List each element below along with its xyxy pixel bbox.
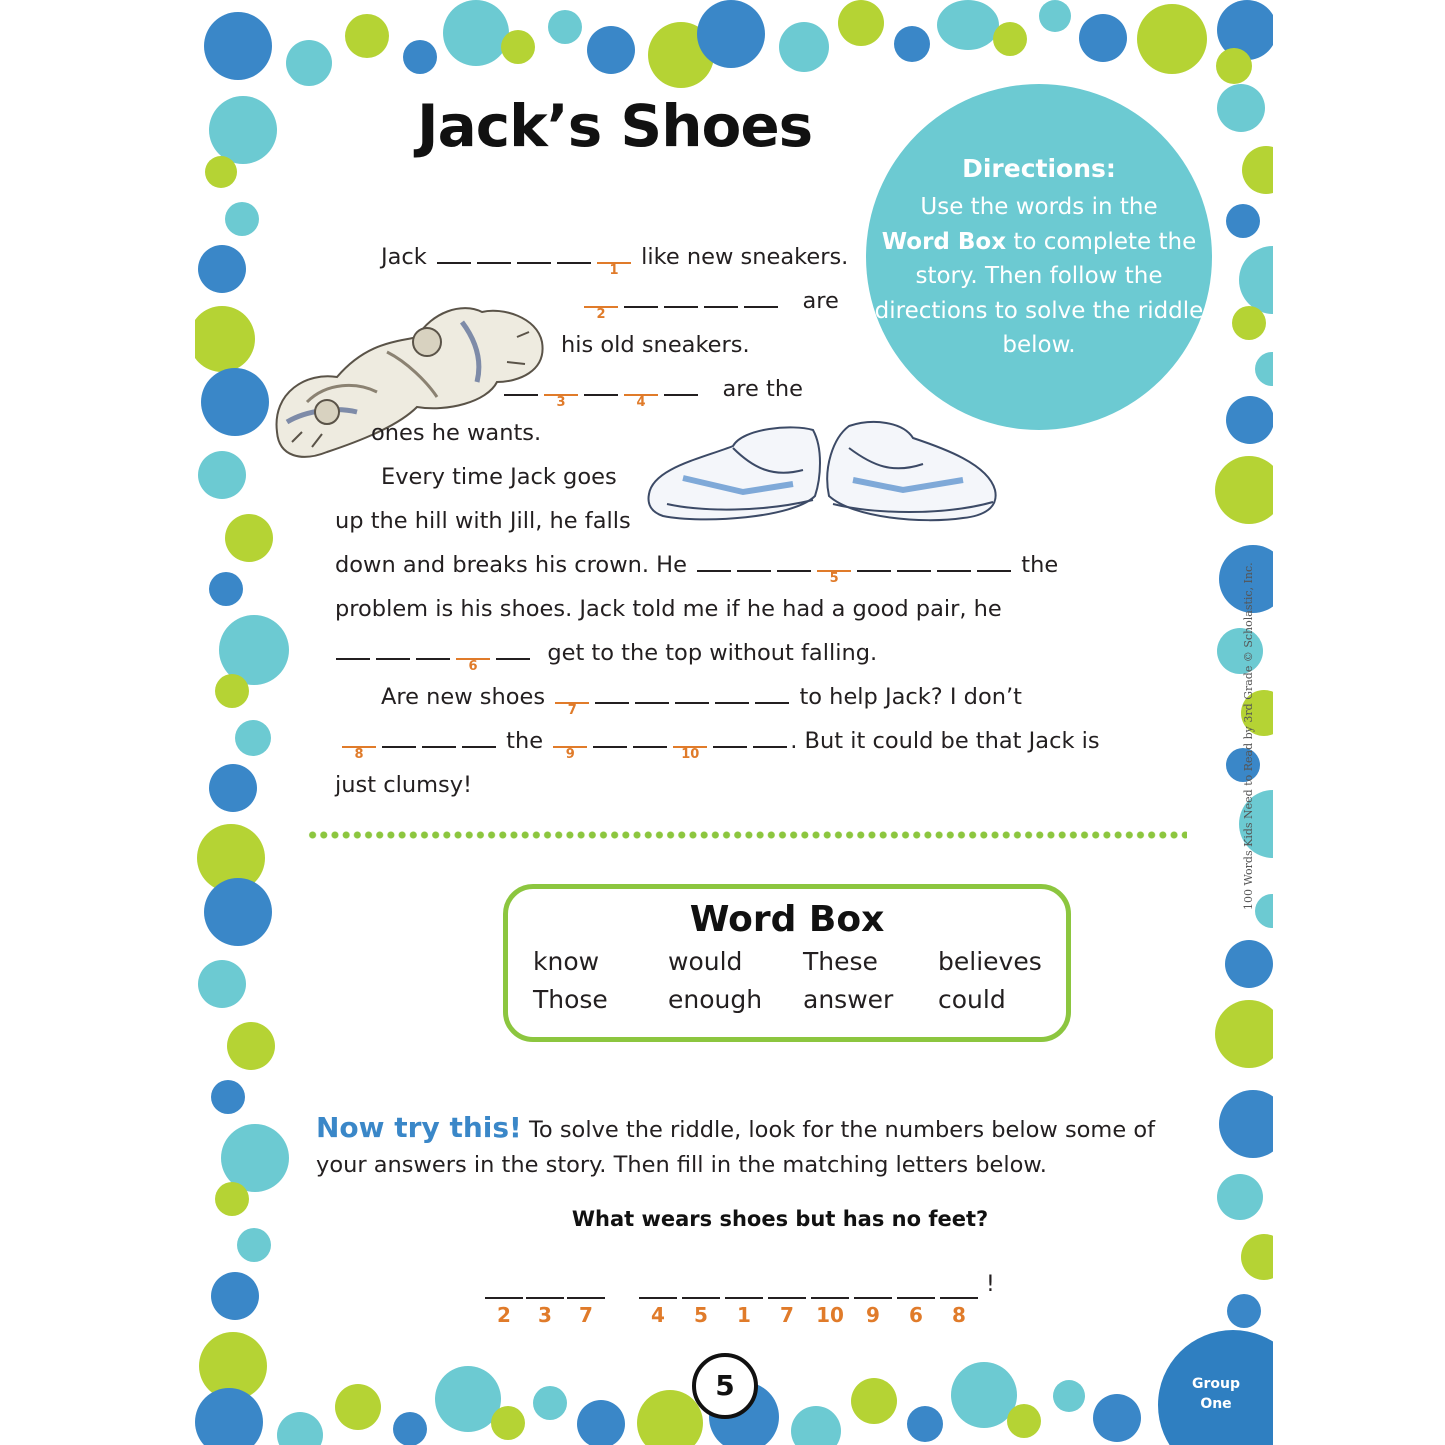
answer-blank[interactable]	[544, 374, 578, 410]
story-line	[335, 770, 472, 800]
answer-blank[interactable]	[664, 374, 698, 396]
border-dot	[791, 1406, 841, 1445]
border-dot	[533, 1386, 567, 1420]
riddle-blank[interactable]	[639, 1297, 677, 1299]
border-dot	[894, 26, 930, 62]
riddle-number: 10	[816, 1303, 844, 1327]
now-try-this-text: To solve the riddle, look for the numbers below some of your answers in the story. Then fill in the matching letters below.	[316, 1117, 1156, 1178]
story-text: his old sneakers.	[561, 332, 750, 358]
border-dot	[697, 0, 765, 68]
answer-blank[interactable]	[555, 682, 589, 718]
story-text: the	[1021, 552, 1059, 578]
story-text: . But it could be that Jack is	[790, 728, 1100, 754]
border-dot	[1241, 1234, 1273, 1280]
answer-blank[interactable]	[713, 726, 747, 748]
letter-number: 6	[468, 659, 478, 674]
answer-blank[interactable]	[595, 682, 629, 704]
border-dot	[937, 0, 999, 50]
story-line	[335, 594, 1002, 624]
border-dot	[286, 40, 332, 86]
border-dot	[403, 40, 437, 74]
story-line	[381, 682, 1022, 718]
group-badge-line: Group	[1191, 1376, 1240, 1392]
border-dot	[198, 451, 246, 499]
border-dot	[277, 1412, 323, 1445]
border-dot	[907, 1406, 943, 1442]
story-line	[335, 550, 1059, 586]
answer-blank[interactable]	[456, 638, 490, 674]
border-dot	[1137, 4, 1207, 74]
answer-blank[interactable]	[817, 550, 851, 586]
letter-number: 1	[609, 263, 619, 278]
border-dot	[393, 1412, 427, 1445]
border-dot	[204, 12, 272, 80]
border-dot	[201, 368, 269, 436]
answer-blank[interactable]	[496, 638, 530, 660]
border-dot	[1232, 306, 1266, 340]
border-dot	[993, 22, 1027, 56]
border-dot	[1216, 48, 1252, 84]
riddle-number: 1	[737, 1303, 751, 1327]
answer-blank[interactable]	[382, 726, 416, 748]
answer-blank[interactable]	[777, 550, 811, 572]
story-text: are the	[722, 376, 803, 402]
border-dot	[1239, 246, 1273, 314]
answer-blank[interactable]	[477, 242, 511, 264]
border-dot	[1242, 146, 1273, 194]
story-text: ones he wants.	[371, 420, 542, 446]
page-number: 5	[692, 1353, 758, 1419]
letter-number: 9	[565, 747, 575, 762]
riddle-blank[interactable]	[526, 1297, 564, 1299]
answer-blank[interactable]	[633, 726, 667, 748]
directions-bubble	[866, 84, 1212, 430]
border-dot	[211, 1272, 259, 1320]
border-dot	[237, 1228, 271, 1262]
story-line	[581, 286, 839, 322]
directions-line: story. Then follow the	[915, 263, 1163, 289]
now-try-this	[316, 1110, 1156, 1183]
directions-line: directions to solve the riddle	[874, 297, 1204, 324]
letter-number: 3	[556, 395, 566, 410]
answer-blank[interactable]	[624, 286, 658, 308]
answer-blank[interactable]	[437, 242, 471, 264]
story-text: down and breaks his crown. He	[335, 552, 687, 578]
story-line	[335, 506, 631, 536]
border-dot	[209, 572, 243, 606]
border-dot	[1255, 352, 1273, 386]
answer-blank[interactable]	[937, 550, 971, 572]
border-dot	[235, 720, 271, 756]
word-box	[503, 884, 1071, 1042]
riddle-number: 6	[909, 1303, 923, 1327]
riddle-blank[interactable]	[940, 1297, 978, 1299]
border-dot	[1007, 1404, 1041, 1438]
letter-number: 5	[829, 571, 839, 586]
dotted-divider	[307, 829, 1187, 841]
border-dot	[1255, 894, 1273, 928]
letter-number: 4	[636, 395, 646, 410]
riddle-number: 9	[866, 1303, 880, 1327]
answer-blank[interactable]	[664, 286, 698, 308]
answer-blank[interactable]	[737, 550, 771, 572]
word-box-word: Those	[533, 985, 608, 1014]
riddle-end-mark: !	[986, 1272, 995, 1297]
riddle-blank[interactable]	[682, 1297, 720, 1299]
story-text: to help Jack? I don’t	[799, 684, 1022, 710]
border-dot	[227, 1022, 275, 1070]
riddle-blank[interactable]	[768, 1297, 806, 1299]
border-dot	[209, 96, 277, 164]
word-box-word: know	[533, 947, 600, 976]
story-text: are	[802, 288, 839, 314]
letter-number: 2	[596, 307, 606, 322]
border-dot	[1215, 1000, 1273, 1068]
story-line	[381, 462, 617, 492]
answer-blank[interactable]	[597, 242, 631, 278]
word-box-word: answer	[803, 985, 894, 1014]
directions-text	[866, 190, 1212, 363]
border-dot	[335, 1384, 381, 1430]
border-dot	[195, 1388, 263, 1445]
riddle-number: 4	[651, 1303, 665, 1327]
border-dot	[211, 1080, 245, 1114]
border-dot	[1225, 940, 1273, 988]
border-dot	[225, 514, 273, 562]
riddle-blank[interactable]	[897, 1297, 935, 1299]
letter-number: 8	[354, 747, 364, 762]
directions-line-rest: to complete the	[1006, 228, 1197, 255]
answer-blank[interactable]	[715, 682, 749, 704]
story-text: Every time Jack goes	[381, 464, 617, 490]
story-text: up the hill with Jill, he falls	[335, 508, 631, 534]
answer-blank[interactable]	[422, 726, 456, 748]
border-dot	[501, 30, 535, 64]
now-try-this-heading: Now try this!	[316, 1111, 522, 1144]
story-line	[561, 330, 750, 360]
border-dot	[548, 10, 582, 44]
riddle-blank[interactable]	[811, 1297, 849, 1299]
riddle-question: What wears shoes but has no feet?	[571, 1207, 989, 1231]
story-line	[381, 242, 849, 278]
answer-blank[interactable]	[857, 550, 891, 572]
answer-blank[interactable]	[342, 726, 376, 762]
answer-blank[interactable]	[584, 286, 618, 322]
border-dot	[205, 156, 237, 188]
border-dot	[1215, 456, 1273, 524]
directions-line: below.	[1002, 332, 1076, 358]
answer-blank[interactable]	[897, 550, 931, 572]
border-dot	[1217, 628, 1263, 674]
answer-blank[interactable]	[697, 550, 731, 572]
word-box-title: Word Box	[689, 899, 885, 940]
answer-blank[interactable]	[977, 550, 1011, 572]
group-badge	[1158, 1330, 1273, 1445]
answer-blank[interactable]	[584, 374, 618, 396]
riddle-number: 2	[497, 1303, 511, 1327]
word-box-word: enough	[668, 985, 763, 1014]
answer-blank[interactable]	[635, 682, 669, 704]
riddle-number: 3	[538, 1303, 552, 1327]
answer-blank[interactable]	[553, 726, 587, 762]
border-dot	[1226, 396, 1273, 444]
border-dot	[491, 1406, 525, 1440]
answer-blank[interactable]	[336, 638, 370, 660]
directions-heading: Directions:	[962, 154, 1116, 183]
border-dot	[1079, 14, 1127, 62]
riddle-number: 5	[694, 1303, 708, 1327]
story-text: the	[506, 728, 544, 754]
answer-blank[interactable]	[753, 726, 787, 748]
word-box-word: These	[803, 947, 878, 976]
answer-blank[interactable]	[376, 638, 410, 660]
answer-blank[interactable]	[624, 374, 658, 410]
story-line	[339, 726, 1100, 762]
letter-number: 10	[681, 747, 700, 762]
story-line	[333, 638, 878, 674]
story-line	[371, 418, 541, 448]
riddle-number: 8	[952, 1303, 966, 1327]
answer-blank[interactable]	[416, 638, 450, 660]
answer-blank[interactable]	[462, 726, 496, 748]
border-dot	[637, 1390, 703, 1445]
answer-blank[interactable]	[755, 682, 789, 704]
border-dot	[1053, 1380, 1085, 1412]
word-box-reference: Word Box	[881, 228, 1007, 255]
answer-blank[interactable]	[593, 726, 627, 748]
answer-blank[interactable]	[673, 726, 707, 762]
word-box-word: could	[938, 985, 1006, 1014]
border-dot	[198, 960, 246, 1008]
story-text: Are new shoes	[381, 684, 546, 710]
riddle-blank[interactable]	[567, 1297, 605, 1299]
border-dot	[1093, 1394, 1141, 1442]
story-text: just clumsy!	[335, 772, 473, 798]
border-dot	[779, 22, 829, 72]
border-dot	[209, 764, 257, 812]
answer-blank[interactable]	[675, 682, 709, 704]
story-text: get to the top without falling.	[547, 640, 878, 666]
border-dot	[198, 245, 246, 293]
border-dot	[838, 0, 884, 46]
border-dot	[577, 1400, 625, 1445]
border-dot	[1227, 1294, 1261, 1328]
riddle-number: 7	[780, 1303, 794, 1327]
border-dot	[204, 878, 272, 946]
border-dot	[443, 0, 509, 66]
story-line	[501, 374, 803, 410]
riddle-blank[interactable]	[485, 1297, 523, 1299]
answer-blank[interactable]	[517, 242, 551, 264]
group-badge-line: One	[1200, 1396, 1232, 1412]
page-title: Jack’s Shoes	[417, 92, 813, 160]
new-sneakers-illustration	[643, 408, 1003, 532]
border-dot	[225, 202, 259, 236]
riddle-number: 7	[579, 1303, 593, 1327]
story-text: problem is his shoes. Jack told me if he had a good pair, he	[335, 596, 1002, 622]
answer-blank[interactable]	[557, 242, 591, 264]
story-text: Jack	[381, 244, 427, 270]
answer-blank[interactable]	[744, 286, 778, 308]
border-dot	[195, 306, 255, 372]
directions-line	[866, 225, 1212, 260]
story-text: like new sneakers.	[641, 244, 849, 270]
directions-line: Use the words in the	[920, 194, 1158, 220]
border-dot	[1226, 204, 1260, 238]
border-dot	[587, 26, 635, 74]
answer-blank[interactable]	[504, 374, 538, 396]
border-dot	[215, 674, 249, 708]
letter-number: 7	[567, 703, 577, 718]
border-dot	[851, 1378, 897, 1424]
border-dot	[1217, 84, 1265, 132]
riddle-blank[interactable]	[725, 1297, 763, 1299]
worksheet-page	[195, 0, 1273, 1445]
word-box-word: believes	[938, 947, 1042, 976]
answer-blank[interactable]	[704, 286, 738, 308]
border-dot	[345, 14, 389, 58]
riddle-blank[interactable]	[854, 1297, 892, 1299]
word-box-word: would	[668, 947, 743, 976]
border-dot	[1219, 1090, 1273, 1158]
copyright-notice: 100 Words Kids Need to Read by 3rd Grade © Scholastic, Inc.	[1242, 562, 1255, 910]
border-dot	[1039, 0, 1071, 32]
